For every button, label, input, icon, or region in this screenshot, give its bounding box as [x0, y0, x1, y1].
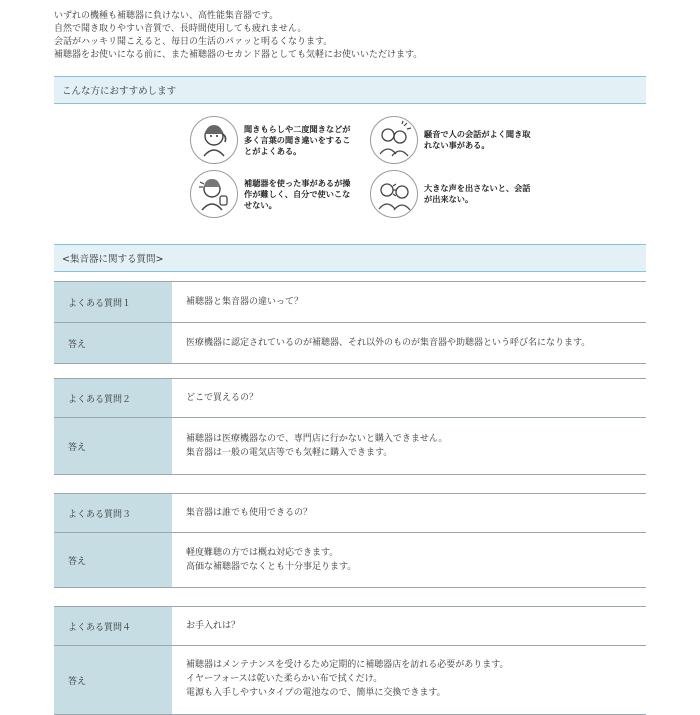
- elderly-woman-listening-icon: [190, 116, 238, 164]
- faq-question-row: [54, 282, 646, 323]
- faq-answer-row: [54, 646, 646, 715]
- faq-question-text: お手入れは？: [172, 607, 646, 645]
- page-content: [54, 0, 646, 715]
- intro-line: 補聴器をお使いになる前に、また補聴器のセカンド器としても気軽にお使いいただけます。: [54, 50, 423, 60]
- faq-answer-label: 答え: [54, 418, 172, 474]
- faq-answer-row: [54, 418, 646, 475]
- faq-answer-text: 補聴器は医療機器なので、専門店に行かないと購入できません。 集音器は一般の電気店等でも気軽に購入できます。: [172, 418, 646, 474]
- faq-answer-row: [54, 533, 646, 588]
- intro-line: 会話がハッキリ聞こえると、毎日の生活のパァッと明るくなります。: [54, 37, 333, 47]
- faq-answer-label: 答え: [54, 533, 172, 587]
- faq-answer-row: [54, 323, 646, 364]
- faq-question-row: [54, 379, 646, 418]
- recommend-item: [370, 116, 530, 164]
- faq-heading: [54, 244, 646, 272]
- faq-question-label: よくある質問１: [54, 282, 172, 322]
- recommend-item-text: 騒音で人の会話がよく聞き取 れない事がある。: [424, 129, 531, 150]
- faq-answer-text: 軽度難聴の方では概ね対応できます。 高価な補聴器でなくとも十分事足ります。: [172, 533, 646, 587]
- recommend-item-text: 聞きもらしや二度聞きなどが 多く言葉の聞き違いをするこ とがよくある。: [244, 123, 351, 156]
- intro-line: いずれの機種も補聴器に負けない、高性能集音器です。: [54, 11, 279, 21]
- faq-item: [54, 493, 646, 588]
- faq-heading-text: <集音器に関する質問>: [62, 254, 164, 265]
- faq-answer-label: 答え: [54, 323, 172, 363]
- faq-question-text: 補聴器と集音器の違いって？: [172, 282, 646, 322]
- faq-item: [54, 281, 646, 364]
- intro-text: [54, 10, 646, 62]
- recommend-section: [54, 104, 646, 244]
- faq-question-label: よくある質問４: [54, 607, 172, 645]
- faq-answer-text: 医療機器に認定されているのが補聴器、それ以外のものが集音器や助聴器という呼び名になります。: [172, 323, 646, 363]
- faq-question-row: [54, 494, 646, 533]
- recommend-item-text: 大きな声を出さないと、会話 が出来ない。: [424, 183, 531, 204]
- recommend-item: [370, 170, 530, 218]
- intro-line: 自然で聞き取りやすい音質で、長時間使用しても疲れません。: [54, 24, 307, 34]
- faq-question-text: どこで買えるの？: [172, 379, 646, 417]
- loud-voice-icon: [370, 170, 418, 218]
- faq-question-text: 集音器は誰でも使用できるの？: [172, 494, 646, 532]
- faq-question-label: よくある質問３: [54, 494, 172, 532]
- recommend-item: [190, 170, 350, 218]
- hearing-aid-user-icon: [190, 170, 238, 218]
- faq-question-row: [54, 607, 646, 646]
- recommend-item-text: 補聴器を使った事があるが操 作が難しく、自分で使いこな せない。: [244, 177, 351, 210]
- faq-question-label: よくある質問２: [54, 379, 172, 417]
- faq-answer-text: 補聴器はメンテナンスを受けるため定期的に補聴器店を訪れる必要があります。 イヤーフォースは乾いた柔らかい布で拭くだけ。 電源も入手しやすいタイプの電池なので、簡単に交換できます。: [172, 646, 646, 714]
- faq-answer-label: 答え: [54, 646, 172, 714]
- noisy-crowd-icon: [370, 116, 418, 164]
- recommend-heading-text: こんな方におすすめします: [62, 86, 177, 97]
- recommend-item: [190, 116, 350, 164]
- faq-item: [54, 378, 646, 475]
- faq-item: [54, 606, 646, 715]
- recommend-heading: [54, 76, 646, 104]
